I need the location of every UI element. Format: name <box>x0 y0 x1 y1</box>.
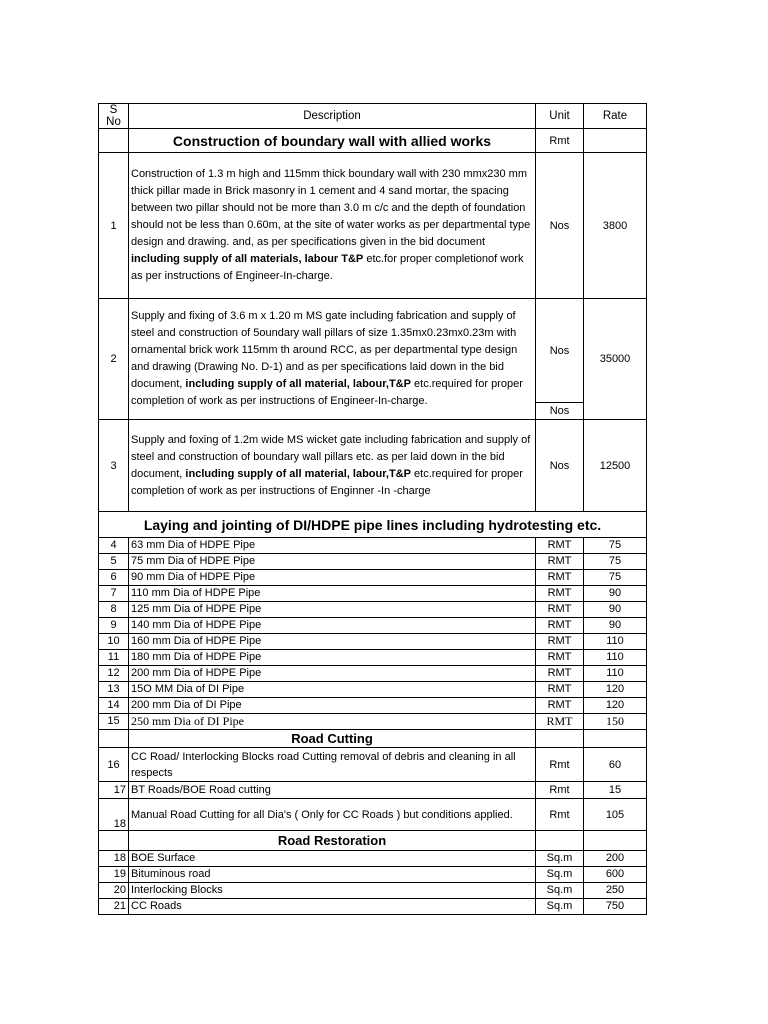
table-row <box>99 602 647 618</box>
row-unit: RMT <box>536 666 584 682</box>
row-description: 140 mm Dia of HDPE Pipe <box>129 618 536 634</box>
row-sno: 11 <box>99 650 129 666</box>
row-sno: 14 <box>99 698 129 714</box>
row-rate: 110 <box>584 634 647 650</box>
row-description: Interlocking Blocks <box>129 883 536 899</box>
table-row <box>99 899 647 915</box>
row-rate: 90 <box>584 602 647 618</box>
section-title: Construction of boundary wall with allied works <box>129 129 536 153</box>
row-sno: 12 <box>99 666 129 682</box>
row-description: Bituminous road <box>129 867 536 883</box>
section-row <box>99 129 647 153</box>
row-rate: 250 <box>584 883 647 899</box>
row-unit: Nos <box>536 153 584 299</box>
row-unit: RMT <box>536 586 584 602</box>
row-rate: 750 <box>584 899 647 915</box>
row-sno: 21 <box>99 899 129 915</box>
row-unit: RMT <box>536 714 584 730</box>
row-sno: 7 <box>99 586 129 602</box>
row-sno: 10 <box>99 634 129 650</box>
section-row <box>99 831 647 851</box>
row-rate: 90 <box>584 586 647 602</box>
row-description: CC Roads <box>129 899 536 915</box>
table-row <box>99 782 647 799</box>
table-row <box>99 153 647 299</box>
row-sno: 15 <box>99 714 129 730</box>
row-sno: 18 <box>99 851 129 867</box>
row-sno: 1 <box>99 153 129 299</box>
section-title: Road Cutting <box>129 730 536 748</box>
section-row <box>99 512 647 538</box>
row-rate: 150 <box>584 714 647 730</box>
header-description: Description <box>129 104 536 129</box>
table-row <box>99 867 647 883</box>
row-sno: 6 <box>99 570 129 586</box>
row-description: 90 mm Dia of HDPE Pipe <box>129 570 536 586</box>
row-sno: 17 <box>99 782 129 799</box>
header-sno: S No <box>99 104 129 129</box>
row-description: 160 mm Dia of HDPE Pipe <box>129 634 536 650</box>
row-description: 200 mm Dia of DI Pipe <box>129 698 536 714</box>
row-sno: 3 <box>99 420 129 512</box>
row-rate: 75 <box>584 554 647 570</box>
row-rate: 120 <box>584 682 647 698</box>
table-row <box>99 618 647 634</box>
table-row <box>99 698 647 714</box>
restoration-rows <box>99 851 647 915</box>
table-row <box>99 420 647 512</box>
row-unit: Nos <box>536 299 584 403</box>
table-row <box>99 538 647 554</box>
row-unit: Rmt <box>536 748 584 782</box>
row-description: Manual Road Cutting for all Dia's ( Only for CC Roads ) but conditions applied. <box>129 799 536 831</box>
row-description: 63 mm Dia of HDPE Pipe <box>129 538 536 554</box>
row-rate: 35000 <box>584 299 647 420</box>
row-description: Supply and fixing of 3.6 m x 1.20 m MS gate including fabrication and supply of steel and construction of 5oundary wall pillars of size 1.35mx0.23mx0.23m with ornamental brick work 115mm th around RCC, as per departmental type design and drawing (Drawing No. D-1) and as per specifications laid down in the bid document, including supply of all material, labour,T&P etc.required for proper completion of work as per instructions of Engineer-In-charge. <box>129 299 536 420</box>
row-sno: 4 <box>99 538 129 554</box>
row-description: CC Road/ Interlocking Blocks road Cutting removal of debris and cleaning in all respects <box>129 748 536 782</box>
row-description: 125 mm Dia of HDPE Pipe <box>129 602 536 618</box>
row-rate: 120 <box>584 698 647 714</box>
table-row <box>99 634 647 650</box>
row-description: 180 mm Dia of HDPE Pipe <box>129 650 536 666</box>
row-description: 75 mm Dia of HDPE Pipe <box>129 554 536 570</box>
row-unit: Sq.m <box>536 851 584 867</box>
row-unit: Sq.m <box>536 867 584 883</box>
row-sno: 9 <box>99 618 129 634</box>
table-row <box>99 748 647 782</box>
row-unit: Rmt <box>536 799 584 831</box>
table-row <box>99 666 647 682</box>
section-unit: Rmt <box>536 129 584 153</box>
table-row <box>99 714 647 730</box>
table-row <box>99 682 647 698</box>
row-sno: 18 <box>99 799 129 831</box>
row-rate: 60 <box>584 748 647 782</box>
row-rate: 15 <box>584 782 647 799</box>
section-row <box>99 730 647 748</box>
row-unit: RMT <box>536 682 584 698</box>
row-sno: 5 <box>99 554 129 570</box>
section-title: Laying and jointing of DI/HDPE pipe lines including hydrotesting etc. <box>99 512 647 538</box>
row-sno: 2 <box>99 299 129 420</box>
table-row <box>99 586 647 602</box>
row-description: 250 mm Dia of DI Pipe <box>129 714 536 730</box>
row-rate: 600 <box>584 867 647 883</box>
row-rate: 110 <box>584 650 647 666</box>
row-unit-secondary: Nos <box>536 403 584 420</box>
row-description: Construction of 1.3 m high and 115mm thick boundary wall with 230 mmx230 mm thick pillar made in Brick masonry in 1 cement and 4 sand mortar, the spacing between two pillar should not be more than 3.0 m c/c and the depth of foundation should not be less than 0.60m, at the site of water works as per departmental type design and drawing. and, as per specifications given in the bid document including supply of all materials, labour T&P etc.for proper completionof work as per instructions of Engineer-In-charge. <box>129 153 536 299</box>
row-unit: Sq.m <box>536 899 584 915</box>
row-unit: RMT <box>536 570 584 586</box>
row-description: BOE Surface <box>129 851 536 867</box>
header-row <box>99 104 647 129</box>
row-unit: Rmt <box>536 782 584 799</box>
table-row <box>99 883 647 899</box>
row-sno: 16 <box>99 748 129 782</box>
row-unit: RMT <box>536 618 584 634</box>
row-description: 110 mm Dia of HDPE Pipe <box>129 586 536 602</box>
row-rate: 90 <box>584 618 647 634</box>
row-description: 15O MM Dia of DI Pipe <box>129 682 536 698</box>
row-unit: RMT <box>536 698 584 714</box>
row-sno: 13 <box>99 682 129 698</box>
row-unit: Nos <box>536 420 584 512</box>
table-row <box>99 570 647 586</box>
row-description: 200 mm Dia of HDPE Pipe <box>129 666 536 682</box>
row-unit: RMT <box>536 634 584 650</box>
row-sno: 19 <box>99 867 129 883</box>
row-description: BT Roads/BOE Road cutting <box>129 782 536 799</box>
table-row <box>99 554 647 570</box>
header-unit: Unit <box>536 104 584 129</box>
table-row <box>99 799 647 831</box>
row-unit: Sq.m <box>536 883 584 899</box>
row-unit: RMT <box>536 554 584 570</box>
row-rate: 75 <box>584 570 647 586</box>
table-row <box>99 650 647 666</box>
row-rate: 200 <box>584 851 647 867</box>
header-rate: Rate <box>584 104 647 129</box>
row-rate: 75 <box>584 538 647 554</box>
row-rate: 12500 <box>584 420 647 512</box>
section-title: Road Restoration <box>129 831 536 851</box>
pipe-rows <box>99 538 647 730</box>
row-rate: 105 <box>584 799 647 831</box>
row-sno: 20 <box>99 883 129 899</box>
rates-table <box>98 103 647 915</box>
row-rate: 110 <box>584 666 647 682</box>
table-row <box>99 299 647 403</box>
row-description: Supply and foxing of 1.2m wide MS wicket gate including fabrication and supply of steel and construction of boundary wall pillars etc. as per laid down in the bid document, including supply of all material, labour,T&P etc.required for proper completion of work as per instructions of Enginner -In -charge <box>129 420 536 512</box>
row-unit: RMT <box>536 650 584 666</box>
row-unit: RMT <box>536 602 584 618</box>
row-unit: RMT <box>536 538 584 554</box>
table-row <box>99 851 647 867</box>
row-rate: 3800 <box>584 153 647 299</box>
row-sno: 8 <box>99 602 129 618</box>
